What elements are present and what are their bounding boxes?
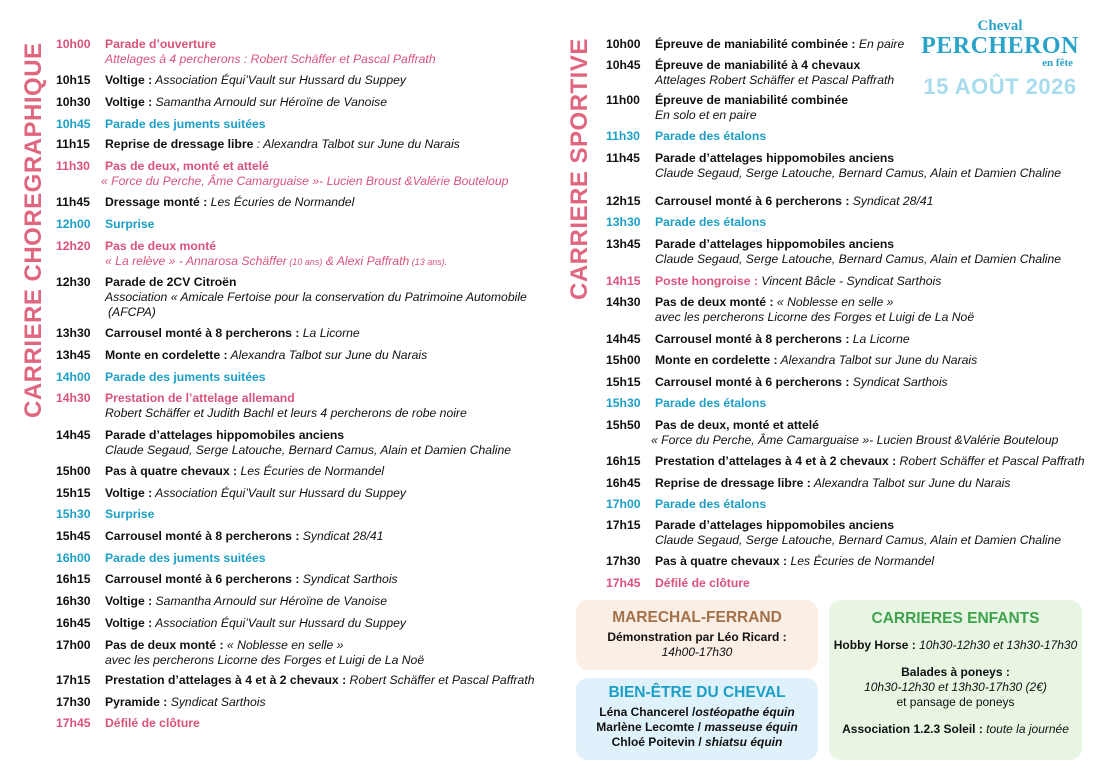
event-body bbox=[105, 572, 398, 587]
event-time: 12h20 bbox=[56, 239, 91, 253]
event-time: 13h45 bbox=[56, 348, 91, 362]
event-subtitle-text: avec les percherons Licorne des Forges et Luigi de La Noë bbox=[105, 653, 425, 667]
event-subtitle-text: Association « Amicale Fertoise pour la conservation du Patrimoine Automobile bbox=[105, 290, 527, 304]
age-note: (13 ans). bbox=[409, 257, 448, 267]
event-body bbox=[655, 454, 1084, 469]
event-detail: La Licorne bbox=[299, 326, 360, 340]
event-line bbox=[655, 151, 1061, 166]
event-label: Épreuve de maniabilité combinée : bbox=[655, 37, 856, 51]
event-body bbox=[655, 353, 977, 368]
bien-etre-box bbox=[576, 678, 818, 760]
event-time: 13h45 bbox=[606, 237, 641, 251]
hobby-horse-line bbox=[829, 638, 1082, 653]
event-label: Parade des juments suitées bbox=[105, 370, 266, 384]
event-line bbox=[105, 673, 534, 688]
event-line bbox=[655, 518, 1061, 533]
event-line bbox=[655, 129, 766, 144]
event-time: 15h30 bbox=[56, 507, 91, 521]
event-body bbox=[105, 464, 384, 479]
event-subtitle-text: Claude Segaud, Serge Latouche, Bernard Camus, Alain et Damien Chaline bbox=[655, 166, 1062, 180]
event-label: Prestation de l’attelage allemand bbox=[105, 391, 295, 405]
event-time: 16h15 bbox=[56, 572, 91, 586]
event-body bbox=[655, 375, 948, 390]
event-label: Voltige : bbox=[105, 594, 153, 608]
event-label: Surprise bbox=[105, 217, 155, 231]
event-time: 11h45 bbox=[56, 195, 90, 209]
event-detail: Samantha Arnould sur Héroïne de Vanoise bbox=[152, 594, 388, 608]
bien-etre-row bbox=[576, 705, 818, 720]
event-detail: Robert Schäffer et Pascal Paffrath bbox=[896, 454, 1085, 468]
event-label: Parade d’attelages hippomobiles anciens bbox=[655, 237, 895, 251]
event-subtitle bbox=[651, 433, 1058, 448]
event-body bbox=[655, 215, 766, 230]
event-time: 11h00 bbox=[606, 93, 640, 107]
event-label: Pas à quatre chevaux : bbox=[105, 464, 238, 478]
event-body bbox=[105, 37, 436, 67]
event-detail: Les Écuries de Normandel bbox=[237, 464, 385, 478]
event-label: Pas de deux, monté et attelé bbox=[105, 159, 269, 173]
event-time: 12h00 bbox=[56, 217, 91, 231]
event-label: Parade d’attelages hippomobiles anciens bbox=[105, 428, 345, 442]
event-label: Voltige : bbox=[105, 95, 153, 109]
event-subtitle-text: En solo et en paire bbox=[655, 108, 757, 122]
event-line bbox=[655, 554, 934, 569]
event-time: 10h00 bbox=[56, 37, 91, 51]
event-label: Dressage monté : bbox=[105, 195, 208, 209]
event-line bbox=[655, 237, 1061, 252]
event-label: Voltige : bbox=[105, 73, 153, 87]
balades-label: Balades à poneys : bbox=[901, 665, 1010, 679]
event-body bbox=[655, 237, 1061, 267]
event-detail: Robert Schäffer et Pascal Paffrath bbox=[346, 673, 535, 687]
event-line bbox=[655, 37, 904, 52]
event-label: Carrousel monté à 6 percherons : bbox=[655, 194, 850, 208]
logo-line-en-fete: en fête bbox=[1042, 57, 1073, 69]
event-body bbox=[655, 37, 904, 52]
event-label: Carrousel monté à 8 percherons : bbox=[655, 332, 850, 346]
event-label: Surprise bbox=[105, 507, 155, 521]
event-label: Carrousel monté à 6 percherons : bbox=[655, 375, 850, 389]
event-label: Défilé de clôture bbox=[105, 716, 200, 730]
event-line bbox=[655, 93, 848, 108]
event-label: Carrousel monté à 8 percherons : bbox=[105, 326, 300, 340]
event-label: Pas à quatre chevaux : bbox=[655, 554, 788, 568]
event-time: 16h15 bbox=[606, 454, 641, 468]
practitioner-name: Chloé Poitevin / bbox=[611, 735, 705, 749]
event-detail: : Alexandra Talbot sur June du Narais bbox=[253, 137, 460, 151]
event-subtitle bbox=[105, 653, 424, 668]
event-line bbox=[105, 716, 200, 731]
event-line bbox=[105, 117, 266, 132]
event-label: Prestation d’attelages à 4 et à 2 chevaux : bbox=[105, 673, 347, 687]
marechal-ferrand-box bbox=[576, 600, 818, 670]
event-line bbox=[105, 695, 266, 710]
event-body bbox=[105, 551, 266, 566]
event-body bbox=[105, 117, 266, 132]
event-time: 17h30 bbox=[56, 695, 91, 709]
event-body bbox=[105, 275, 527, 320]
event-line bbox=[105, 428, 511, 443]
event-line bbox=[105, 239, 447, 254]
event-line bbox=[105, 391, 467, 406]
event-body bbox=[655, 58, 894, 88]
practitioner-role: shiatsu équin bbox=[705, 735, 783, 749]
event-time: 11h30 bbox=[56, 159, 90, 173]
practitioner-name: Léna Chancerel / bbox=[599, 705, 696, 719]
event-body bbox=[655, 151, 1061, 181]
event-label: Carrousel monté à 8 percherons : bbox=[105, 529, 300, 543]
association-line bbox=[829, 722, 1082, 737]
event-subtitle-text: Attelages à 4 percherons : Robert Schäffer et Pascal Paffrath bbox=[105, 52, 436, 66]
event-line bbox=[105, 594, 387, 609]
event-body bbox=[105, 716, 200, 731]
event-subtitle bbox=[105, 406, 467, 421]
event-body bbox=[105, 695, 266, 710]
event-line bbox=[105, 572, 398, 587]
event-time: 11h45 bbox=[606, 151, 640, 165]
event-time: 17h00 bbox=[56, 638, 91, 652]
event-line bbox=[655, 332, 910, 347]
event-line bbox=[105, 95, 387, 110]
event-line bbox=[655, 576, 750, 591]
event-time: 17h00 bbox=[606, 497, 641, 511]
event-body bbox=[105, 638, 424, 668]
event-detail: Alexandra Talbot sur June du Narais bbox=[810, 476, 1011, 490]
event-body bbox=[655, 332, 910, 347]
carriere-sportive-title: CARRIERE SPORTIVE bbox=[566, 38, 593, 300]
event-label: Pas de deux monté : bbox=[105, 638, 224, 652]
event-body bbox=[105, 348, 427, 363]
event-line bbox=[105, 195, 354, 210]
event-body bbox=[105, 370, 266, 385]
event-line bbox=[105, 159, 508, 174]
bien-etre-row bbox=[576, 720, 818, 735]
event-detail: Alexandra Talbot sur June du Narais bbox=[227, 348, 428, 362]
event-line bbox=[655, 476, 1010, 491]
event-line bbox=[655, 497, 766, 512]
event-time: 14h45 bbox=[606, 332, 641, 346]
event-body bbox=[105, 73, 406, 88]
event-subtitle bbox=[105, 52, 436, 67]
event-body bbox=[655, 129, 766, 144]
event-body bbox=[655, 93, 848, 123]
event-line bbox=[105, 616, 406, 631]
event-line bbox=[105, 137, 460, 152]
event-detail: Syndicat 28/41 bbox=[299, 529, 384, 543]
event-detail: « Noblesse en selle » bbox=[773, 295, 894, 309]
practitioner-name: Marlène Lecomte / bbox=[596, 720, 705, 734]
event-label: Carrousel monté à 6 percherons : bbox=[105, 572, 300, 586]
event-label: Parade des étalons bbox=[655, 497, 767, 511]
event-time: 13h30 bbox=[56, 326, 91, 340]
event-time: 17h45 bbox=[606, 576, 641, 590]
event-line bbox=[105, 507, 154, 522]
event-body bbox=[655, 518, 1061, 548]
marechal-hours: 14h00-17h30 bbox=[661, 645, 733, 659]
event-detail: En paire bbox=[855, 37, 905, 51]
event-line bbox=[655, 418, 1058, 433]
event-line bbox=[105, 370, 266, 385]
event-subtitle-text: « Force du Perche, Âme Camarguaise »- Lucien Broust &Valérie Bouteloup bbox=[101, 174, 509, 188]
cheval-percheron-logo bbox=[905, 18, 1095, 101]
event-label: Parade des juments suitées bbox=[105, 117, 266, 131]
event-detail: Les Écuries de Normandel bbox=[207, 195, 355, 209]
event-time: 12h30 bbox=[56, 275, 91, 289]
age-note: (10 ans) bbox=[286, 257, 323, 267]
event-body bbox=[655, 396, 766, 411]
event-label: Reprise de dressage libre bbox=[105, 137, 254, 151]
event-subtitle: (AFCPA) bbox=[108, 305, 156, 319]
event-subtitle-text: Claude Segaud, Serge Latouche, Bernard Camus, Alain et Damien Chaline bbox=[655, 533, 1062, 547]
event-time: 16h45 bbox=[56, 616, 91, 630]
event-time: 16h00 bbox=[56, 551, 91, 565]
event-time: 10h45 bbox=[56, 117, 91, 131]
carrieres-enfants-box bbox=[829, 600, 1082, 760]
event-time: 15h15 bbox=[56, 486, 91, 500]
event-label: Monte en cordelette : bbox=[655, 353, 778, 367]
event-detail: Association Équi’Vault sur Hussard du Suppey bbox=[152, 486, 406, 500]
event-subtitle bbox=[655, 108, 848, 123]
event-line bbox=[655, 215, 766, 230]
event-time: 14h30 bbox=[56, 391, 91, 405]
event-body bbox=[105, 507, 154, 522]
event-subtitle-text: avec les percherons Licorne des Forges et Luigi de La Noë bbox=[655, 310, 975, 324]
logo-line-cheval: Cheval bbox=[977, 18, 1023, 34]
event-label: Parade des étalons bbox=[655, 396, 767, 410]
event-time: 14h45 bbox=[56, 428, 91, 442]
event-time: 13h30 bbox=[606, 215, 641, 229]
event-label: Monte en cordelette : bbox=[105, 348, 228, 362]
event-time: 14h30 bbox=[606, 295, 641, 309]
event-label: Pas de deux, monté et attelé bbox=[655, 418, 819, 432]
event-label: Voltige : bbox=[105, 486, 153, 500]
event-label: Parade des étalons bbox=[655, 215, 767, 229]
event-line bbox=[105, 73, 406, 88]
event-line bbox=[105, 348, 427, 363]
event-time: 17h30 bbox=[606, 554, 641, 568]
event-subtitle bbox=[655, 166, 1061, 181]
event-detail: Vincent Bâcle - Syndicat Sarthois bbox=[757, 274, 942, 288]
event-body bbox=[105, 239, 447, 270]
balades-hours: 10h30-12h30 et 13h30-17h30 (2€) bbox=[864, 680, 1047, 694]
event-date: 15 AOÛT 2026 bbox=[923, 74, 1077, 99]
event-line bbox=[105, 275, 527, 290]
event-subtitle-text: & Alexi Paffrath bbox=[322, 254, 410, 268]
event-subtitle bbox=[105, 443, 511, 458]
event-time: 17h15 bbox=[606, 518, 641, 532]
event-body bbox=[105, 594, 387, 609]
asso-detail: toute la journée bbox=[982, 722, 1069, 736]
event-body bbox=[105, 326, 360, 341]
event-body bbox=[655, 576, 750, 591]
event-detail: La Licorne bbox=[849, 332, 910, 346]
event-time: 10h30 bbox=[56, 95, 91, 109]
event-line bbox=[105, 326, 360, 341]
event-detail: Association Équi’Vault sur Hussard du Suppey bbox=[152, 73, 406, 87]
asso-label: Association 1.2.3 Soleil : bbox=[842, 722, 983, 736]
event-time: 15h30 bbox=[606, 396, 641, 410]
event-label: Parade de 2CV Citroën bbox=[105, 275, 237, 289]
event-time: 11h30 bbox=[606, 129, 640, 143]
event-subtitle-text: « La relève » - Annarosa Schäffer bbox=[105, 254, 287, 268]
event-body bbox=[655, 274, 941, 289]
marechal-line1: Démonstration par Léo Ricard : bbox=[607, 630, 787, 644]
event-label: Parade des étalons bbox=[655, 129, 767, 143]
event-detail: Syndicat Sarthois bbox=[299, 572, 398, 586]
event-label: Voltige : bbox=[105, 616, 153, 630]
event-detail: Syndicat Sarthois bbox=[849, 375, 948, 389]
event-body bbox=[105, 616, 406, 631]
event-label: Poste hongroise : bbox=[655, 274, 758, 288]
marechal-title: MARECHAL-FERRAND bbox=[612, 609, 782, 626]
event-label: Pyramide : bbox=[105, 695, 168, 709]
event-line bbox=[655, 454, 1084, 469]
event-line bbox=[655, 274, 941, 289]
event-line bbox=[655, 295, 974, 310]
event-body bbox=[105, 529, 383, 544]
event-time: 15h50 bbox=[606, 418, 641, 432]
event-body bbox=[105, 391, 467, 421]
event-body bbox=[655, 194, 933, 209]
event-label: Reprise de dressage libre : bbox=[655, 476, 811, 490]
event-time: 14h00 bbox=[56, 370, 91, 384]
event-time: 10h00 bbox=[606, 37, 641, 51]
event-body bbox=[105, 95, 387, 110]
event-time: 17h15 bbox=[56, 673, 91, 687]
event-label: Parade d’attelages hippomobiles anciens bbox=[655, 518, 895, 532]
event-time: 15h00 bbox=[606, 353, 641, 367]
balades-extra: et pansage de poneys bbox=[896, 695, 1015, 709]
event-subtitle bbox=[655, 533, 1061, 548]
event-body bbox=[101, 159, 509, 189]
event-body bbox=[655, 476, 1010, 491]
event-subtitle bbox=[105, 290, 527, 305]
event-subtitle bbox=[101, 174, 508, 189]
event-body bbox=[105, 137, 460, 152]
event-label: Parade d’ouverture bbox=[105, 37, 217, 51]
event-body bbox=[651, 418, 1059, 448]
logo-line-percheron: PERCHERON bbox=[921, 33, 1079, 59]
carriere-choregraphique-title: CARRIERE CHOREGRAPHIQUE bbox=[20, 42, 47, 418]
event-body bbox=[105, 217, 154, 232]
event-label: Pas de deux monté : bbox=[655, 295, 774, 309]
enfants-title: CARRIERES ENFANTS bbox=[871, 610, 1040, 627]
event-label: Épreuve de maniabilité combinée bbox=[655, 93, 849, 107]
event-line bbox=[105, 37, 436, 52]
event-subtitle-text: Attelages Robert Schäffer et Pascal Paffrath bbox=[655, 73, 895, 87]
event-line bbox=[105, 217, 154, 232]
event-time: 12h15 bbox=[606, 194, 641, 208]
event-subtitle bbox=[655, 73, 894, 88]
event-subtitle bbox=[655, 310, 974, 325]
event-time: 10h15 bbox=[56, 73, 91, 87]
event-time: 11h15 bbox=[56, 137, 90, 151]
event-line bbox=[105, 551, 266, 566]
event-line bbox=[655, 58, 894, 73]
event-body bbox=[655, 554, 934, 569]
event-line bbox=[105, 464, 384, 479]
event-time: 15h15 bbox=[606, 375, 641, 389]
event-line bbox=[655, 194, 933, 209]
event-detail: Syndicat 28/41 bbox=[849, 194, 934, 208]
hobby-hours: 10h30-12h30 et 13h30-17h30 bbox=[915, 638, 1078, 652]
event-subtitle-text: Claude Segaud, Serge Latouche, Bernard Camus, Alain et Damien Chaline bbox=[655, 252, 1062, 266]
event-detail: Samantha Arnould sur Héroïne de Vanoise bbox=[152, 95, 388, 109]
event-detail: Syndicat Sarthois bbox=[167, 695, 266, 709]
event-subtitle-text: « Force du Perche, Âme Camarguaise »- Lucien Broust &Valérie Bouteloup bbox=[651, 433, 1059, 447]
event-body bbox=[105, 486, 406, 501]
event-detail: Alexandra Talbot sur June du Narais bbox=[777, 353, 978, 367]
event-time: 14h15 bbox=[606, 274, 641, 288]
event-line bbox=[105, 529, 383, 544]
event-label: Pas de deux monté bbox=[105, 239, 217, 253]
bien-etre-title: BIEN-ÊTRE DU CHEVAL bbox=[608, 684, 786, 701]
event-body bbox=[655, 295, 974, 325]
event-body bbox=[105, 195, 354, 210]
event-time: 10h45 bbox=[606, 58, 641, 72]
event-label: Épreuve de maniabilité à 4 chevaux bbox=[655, 58, 861, 72]
practitioner-role: masseuse équin bbox=[704, 720, 798, 734]
event-label: Parade des juments suitées bbox=[105, 551, 266, 565]
event-label: Défilé de clôture bbox=[655, 576, 750, 590]
event-line bbox=[105, 638, 424, 653]
bien-etre-row bbox=[576, 735, 818, 750]
event-subtitle bbox=[105, 254, 447, 270]
event-line bbox=[655, 375, 948, 390]
event-line bbox=[655, 396, 766, 411]
event-label: Prestation d’attelages à 4 et à 2 chevaux : bbox=[655, 454, 897, 468]
event-label: Parade d’attelages hippomobiles anciens bbox=[655, 151, 895, 165]
practitioner-role: ostéopathe équin bbox=[695, 705, 795, 719]
event-body bbox=[105, 673, 534, 688]
event-subtitle-text: Robert Schäffer et Judith Bachl et leurs 4 percherons de robe noire bbox=[105, 406, 467, 420]
event-line bbox=[105, 486, 406, 501]
event-body bbox=[105, 428, 511, 458]
event-time: 16h30 bbox=[56, 594, 91, 608]
event-detail: « Noblesse en selle » bbox=[223, 638, 344, 652]
event-time: 15h45 bbox=[56, 529, 91, 543]
event-body bbox=[655, 497, 766, 512]
hobby-label: Hobby Horse : bbox=[833, 638, 916, 652]
event-subtitle-text: Claude Segaud, Serge Latouche, Bernard Camus, Alain et Damien Chaline bbox=[105, 443, 512, 457]
event-subtitle bbox=[655, 252, 1061, 267]
event-detail: Association Équi’Vault sur Hussard du Suppey bbox=[152, 616, 406, 630]
event-line bbox=[655, 353, 977, 368]
event-time: 15h00 bbox=[56, 464, 91, 478]
event-time: 16h45 bbox=[606, 476, 641, 490]
event-time: 17h45 bbox=[56, 716, 91, 730]
event-detail: Les Écuries de Normandel bbox=[787, 554, 935, 568]
